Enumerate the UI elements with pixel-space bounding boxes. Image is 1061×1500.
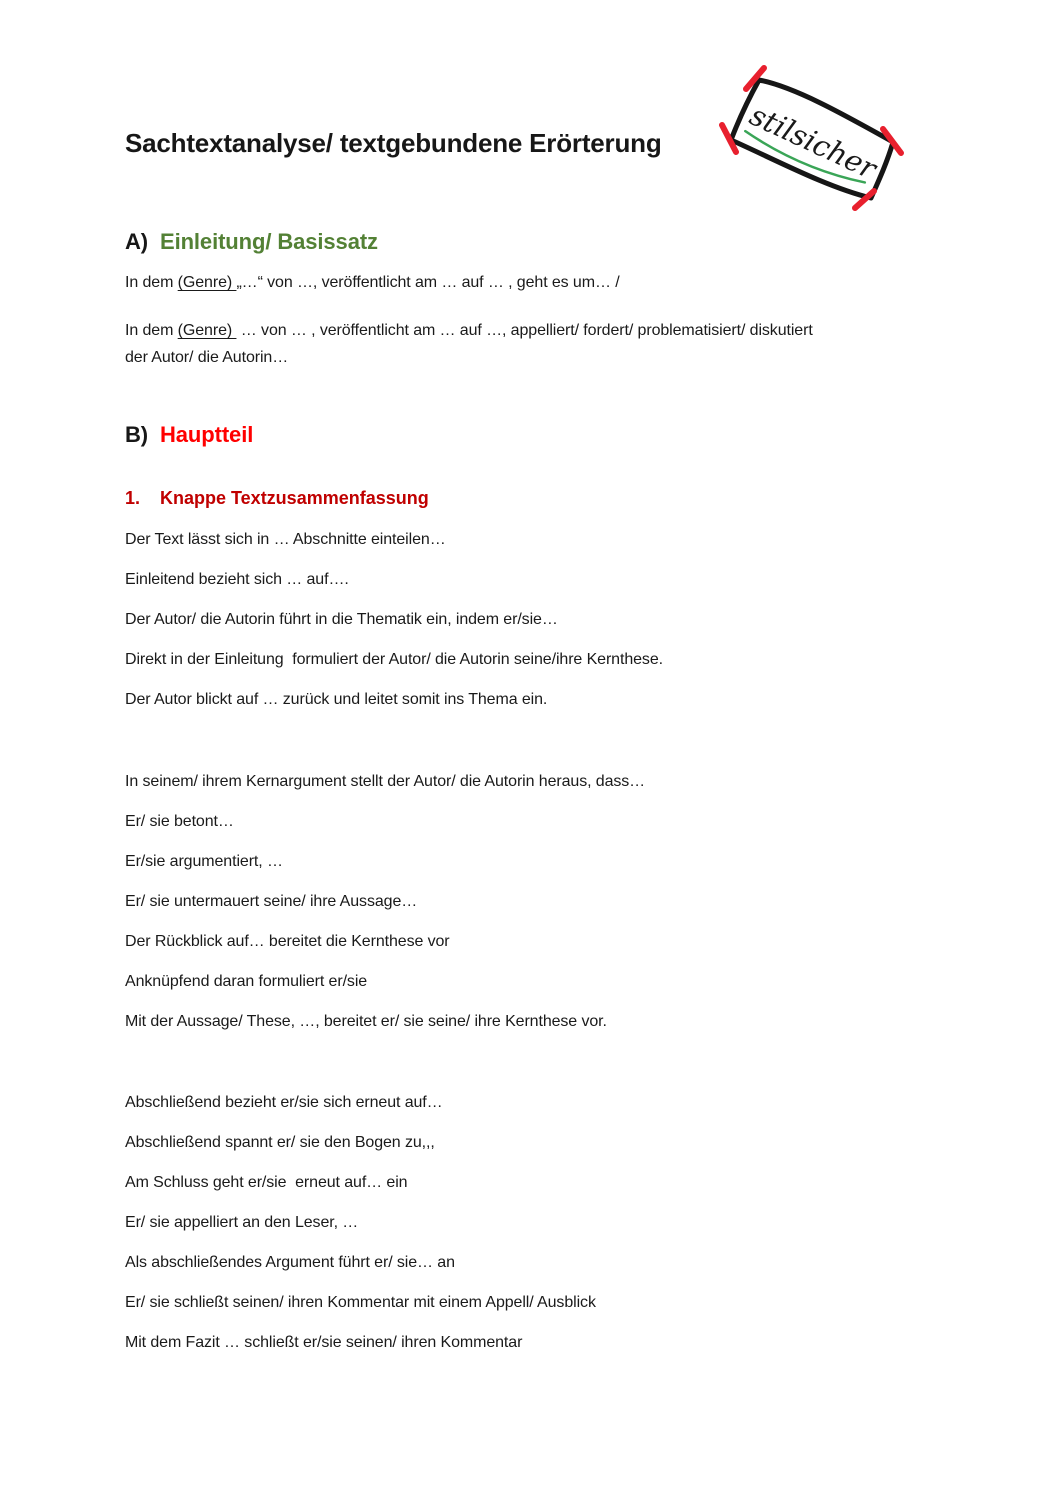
text-segment: In dem	[125, 322, 178, 339]
body-line: Mit der Aussage/ These, …, bereitet er/ sie seine/ ihre Kernthese vor.	[125, 1013, 607, 1030]
body-line: Einleitend bezieht sich … auf….	[125, 571, 349, 588]
section-b-title: Hauptteil	[160, 422, 254, 447]
subsection-1-title: Knappe Textzusammenfassung	[160, 488, 429, 508]
basissatz-template-2	[125, 317, 1005, 371]
text-segment: „…“ von …, veröffentlicht am … auf … , geht es um… /	[236, 274, 620, 291]
section-b-label: B)	[125, 422, 149, 447]
body-line: Direkt in der Einleitung formuliert der Autor/ die Autorin seine/ihre Kernthese.	[125, 651, 663, 668]
body-line: Der Rückblick auf… bereitet die Kernthese vor	[125, 933, 450, 950]
body-line: Als abschließendes Argument führt er/ sie… an	[125, 1254, 455, 1271]
phrase-group-hauptteil	[125, 771, 1005, 1032]
body-line: Er/sie argumentiert, …	[125, 853, 283, 870]
body-line: Am Schluss geht er/sie erneut auf… ein	[125, 1174, 408, 1191]
subsection-1-number: 1.	[125, 488, 141, 508]
section-a-heading	[125, 227, 1005, 257]
page-title: Sachtextanalyse/ textgebundene Erörterung	[125, 128, 662, 158]
body-line: Er/ sie schließt seinen/ ihren Kommentar mit einem Appell/ Ausblick	[125, 1294, 596, 1311]
section-a-label: A)	[125, 229, 149, 254]
body-line: Abschließend spannt er/ sie den Bogen zu,,,	[125, 1134, 435, 1151]
genre-placeholder: (Genre)	[177, 274, 237, 291]
body-line: Er/ sie appelliert an den Leser, …	[125, 1214, 359, 1231]
body-line: Abschließend bezieht er/sie sich erneut auf…	[125, 1094, 443, 1111]
phrase-group-schluss	[125, 1092, 1005, 1353]
body-line: In seinem/ ihrem Kernargument stellt der Autor/ die Autorin heraus, dass…	[125, 773, 646, 790]
body-line: Er/ sie betont…	[125, 813, 234, 830]
text-segment: In dem	[125, 274, 178, 291]
subsection-1-heading	[125, 486, 1005, 510]
document-content	[125, 0, 1005, 1372]
body-line: Der Text lässt sich in … Abschnitte einteilen…	[125, 531, 446, 548]
body-line: Der Autor/ die Autorin führt in die Thematik ein, indem er/sie…	[125, 611, 558, 628]
text-segment: … von … , veröffentlicht am … auf …, appelliert/ fordert/ problematisiert/ diskutiert	[236, 322, 813, 339]
body-line: Mit dem Fazit … schließt er/sie seinen/ ihren Kommentar	[125, 1334, 523, 1351]
phrase-group-einleitung	[125, 529, 1005, 710]
section-a-title: Einleitung/ Basissatz	[160, 229, 378, 254]
basissatz-template-1	[125, 272, 1005, 294]
body-line: Er/ sie untermauert seine/ ihre Aussage…	[125, 893, 418, 910]
text-segment: der Autor/ die Autorin…	[125, 349, 289, 366]
genre-placeholder: (Genre)	[177, 322, 237, 339]
body-line: Der Autor blickt auf … zurück und leitet somit ins Thema ein.	[125, 691, 548, 708]
logo-text: stilsicher	[744, 97, 882, 186]
body-line: Anknüpfend daran formuliert er/sie	[125, 973, 368, 990]
section-b-heading	[125, 420, 1005, 450]
